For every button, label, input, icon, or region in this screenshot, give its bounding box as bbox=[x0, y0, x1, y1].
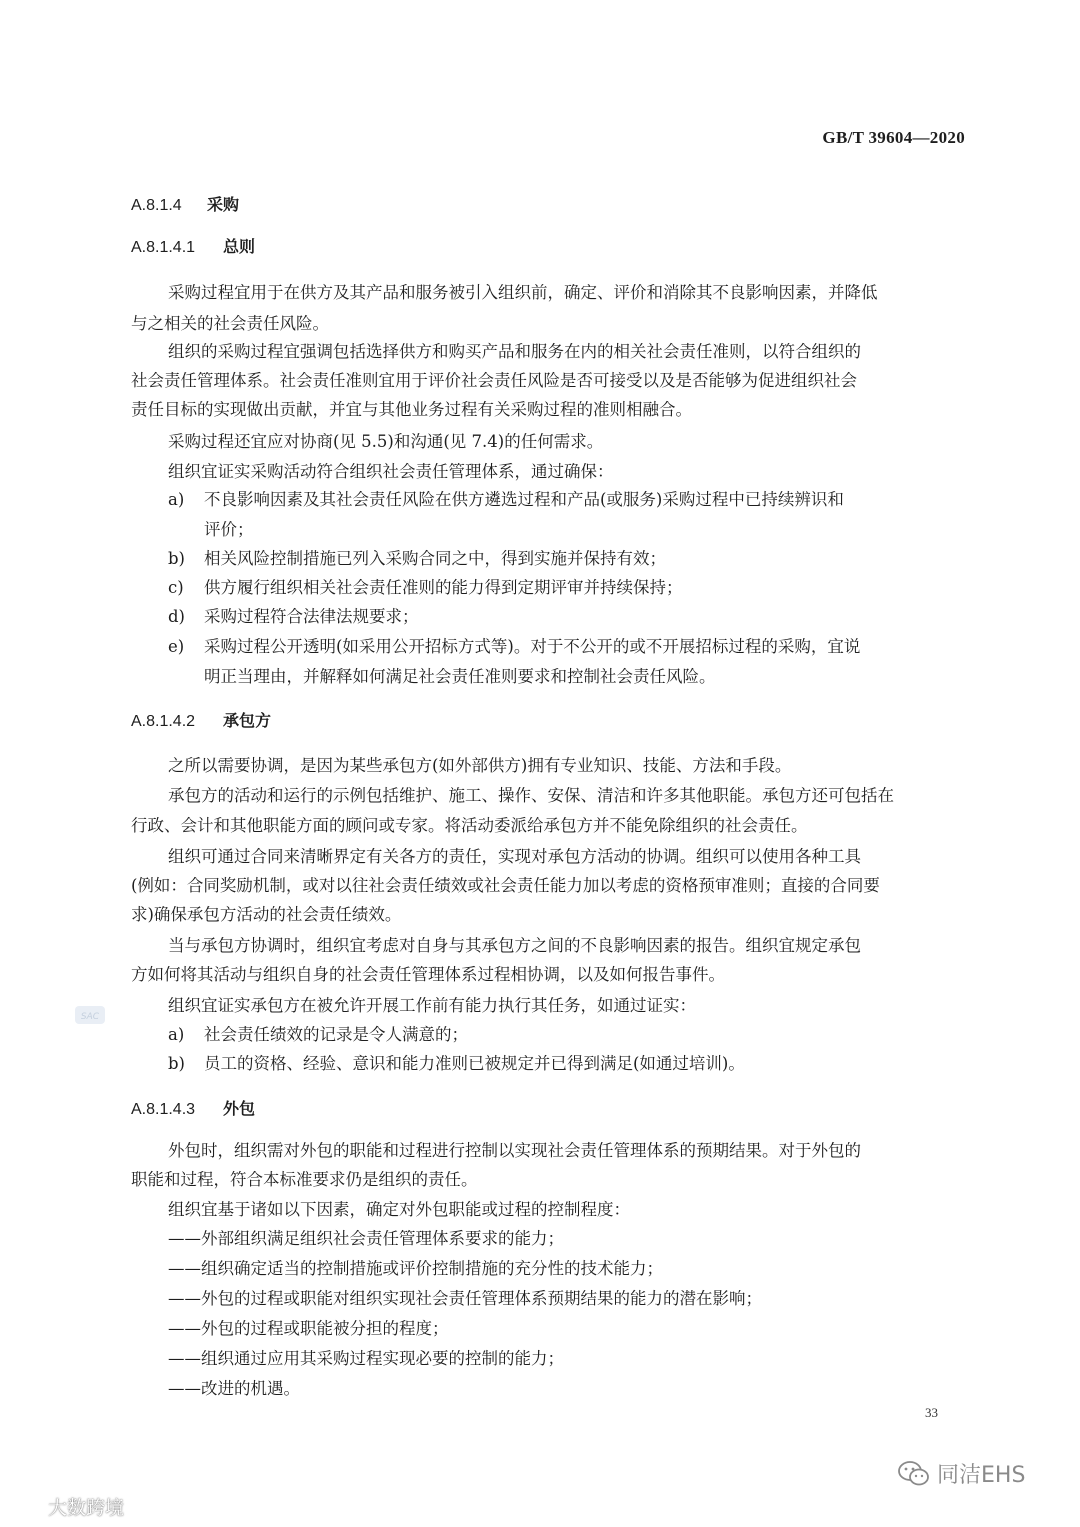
list-item bbox=[131, 548, 666, 570]
section-title: 承包方 bbox=[223, 713, 272, 730]
paragraph-line: 外包时，组织需对外包的职能和过程进行控制以实现社会责任管理体系的预期结果。对于外包的 bbox=[168, 1141, 861, 1160]
list-marker: a) bbox=[168, 1025, 185, 1044]
paragraph-line: 方如何将其活动与组织自身的社会责任管理体系过程相协调，以及如何报告事件。 bbox=[131, 965, 725, 984]
paragraph-line: 组织宜证实采购活动符合组织社会责任管理体系，通过确保： bbox=[168, 462, 614, 481]
list-item-text: 供方履行组织相关社会责任准则的能力得到定期评审并持续保持； bbox=[204, 578, 683, 597]
list-item-text: 相关风险控制措施已列入采购合同之中，得到实施并保持有效； bbox=[204, 549, 666, 568]
left-watermark bbox=[12, 1493, 124, 1520]
paragraph-line: 采购过程还宜应对协商(见 5.5)和沟通(见 7.4)的任何需求。 bbox=[168, 432, 604, 451]
paragraph-line: 采购过程宜用于在供方及其产品和服务被引入组织前，确定、评价和消除其不良影响因素，并降低 bbox=[168, 283, 878, 302]
list-item bbox=[131, 606, 419, 628]
list-marker: a) bbox=[168, 490, 185, 509]
list-item bbox=[131, 1053, 745, 1075]
section-heading-a8-1-4-1 bbox=[131, 237, 255, 259]
paragraph-line: 之所以需要协调，是因为某些承包方(如外部供方)拥有专业知识、技能、方法和手段。 bbox=[168, 756, 792, 775]
paragraph-line: 行政、会计和其他职能方面的顾问或专家。将活动委派给承包方并不能免除组织的社会责任。 bbox=[131, 816, 808, 835]
weibo-logo-icon bbox=[12, 1498, 44, 1516]
list-item-text: 社会责任绩效的记录是令人满意的； bbox=[204, 1025, 468, 1044]
list-marker: b) bbox=[168, 549, 185, 568]
list-item bbox=[131, 636, 860, 658]
paragraph-line: 组织宜基于诸如以下因素，确定对外包职能或过程的控制程度： bbox=[168, 1200, 630, 1219]
paragraph-line: 组织的采购过程宜强调包括选择供方和购买产品和服务在内的相关社会责任准则，以符合组织的 bbox=[168, 342, 861, 361]
list-item-text: 员工的资格、经验、意识和能力准则已被规定并已得到满足(如通过培训)。 bbox=[204, 1054, 745, 1073]
dash-list-item: ——改进的机遇。 bbox=[168, 1379, 300, 1398]
section-number: A.8.1.4.3 bbox=[131, 1101, 196, 1118]
paragraph-line: 责任目标的实现做出贡献，并宜与其他业务过程有关采购过程的准则相融合。 bbox=[131, 400, 692, 419]
dash-list-item: ——外部组织满足组织社会责任管理体系要求的能力； bbox=[168, 1229, 564, 1248]
right-watermark bbox=[897, 1458, 1025, 1489]
list-item-text: 不良影响因素及其社会责任风险在供方遴选过程和产品(或服务)采购过程中已持续辨识和 bbox=[204, 490, 844, 509]
left-watermark-text: 大数跨境 bbox=[48, 1497, 125, 1519]
list-item bbox=[131, 577, 683, 599]
sac-watermark-icon bbox=[74, 1004, 106, 1026]
paragraph-line: 与之相关的社会责任风险。 bbox=[131, 314, 329, 333]
list-marker: c) bbox=[168, 578, 184, 597]
list-item-text: 采购过程符合法律法规要求； bbox=[204, 607, 419, 626]
dash-list-item: ——组织通过应用其采购过程实现必要的控制的能力； bbox=[168, 1349, 564, 1368]
list-item-text: 采购过程公开透明(如采用公开招标方式等)。对于不公开的或不开展招标过程的采购，宜说 bbox=[204, 637, 861, 656]
page-number: 33 bbox=[925, 1405, 938, 1420]
list-item bbox=[131, 489, 844, 511]
list-marker: d) bbox=[168, 607, 185, 626]
paragraph-line: 求)确保承包方活动的社会责任绩效。 bbox=[131, 905, 402, 924]
right-watermark-text: 同洁EHS bbox=[937, 1463, 1026, 1488]
dash-list-item: ——外包的过程或职能被分担的程度； bbox=[168, 1319, 449, 1338]
paragraph-line: 当与承包方协调时，组织宜考虑对自身与其承包方之间的不良影响因素的报告。组织宜规定承包 bbox=[168, 936, 861, 955]
section-title: 外包 bbox=[223, 1101, 256, 1118]
section-title: 采购 bbox=[207, 197, 240, 214]
list-item-continuation: 评价； bbox=[204, 520, 254, 539]
section-heading-a8-1-4-2 bbox=[131, 711, 271, 733]
section-heading-a8-1-4 bbox=[131, 195, 239, 217]
paragraph-line: 社会责任管理体系。社会责任准则宜用于评价社会责任风险是否可接受以及是否能够为促进组织社会 bbox=[131, 371, 857, 390]
list-marker: b) bbox=[168, 1054, 185, 1073]
list-item bbox=[131, 1024, 468, 1046]
list-marker: e) bbox=[168, 637, 185, 656]
paragraph-line: (例如：合同奖励机制，或对以往社会责任绩效或社会责任能力加以考虑的资格预审准则；直接的合同要 bbox=[131, 876, 880, 895]
standard-number: GB/T 39604—2020 bbox=[822, 128, 965, 147]
paragraph-line: 组织宜证实承包方在被允许开展工作前有能力执行其任务，如通过证实： bbox=[168, 996, 696, 1015]
section-heading-a8-1-4-3 bbox=[131, 1099, 255, 1121]
section-number: A.8.1.4 bbox=[131, 197, 182, 214]
wechat-icon bbox=[897, 1459, 931, 1489]
paragraph-line: 承包方的活动和运行的示例包括维护、施工、操作、安保、清洁和许多其他职能。承包方还可包括在 bbox=[168, 786, 894, 805]
section-title: 总则 bbox=[223, 239, 256, 256]
section-number: A.8.1.4.2 bbox=[131, 713, 196, 730]
section-number: A.8.1.4.1 bbox=[131, 239, 196, 256]
dash-list-item: ——组织确定适当的控制措施或评价控制措施的充分性的技术能力； bbox=[168, 1259, 663, 1278]
sac-watermark-text: SAC bbox=[80, 1012, 100, 1022]
paragraph-line: 职能和过程，符合本标准要求仍是组织的责任。 bbox=[131, 1170, 478, 1189]
list-item-continuation: 明正当理由，并解释如何满足社会责任准则要求和控制社会责任风险。 bbox=[204, 667, 716, 686]
dash-list-item: ——外包的过程或职能对组织实现社会责任管理体系预期结果的能力的潜在影响； bbox=[168, 1289, 762, 1308]
paragraph-line: 组织可通过合同来清晰界定有关各方的责任，实现对承包方活动的协调。组织可以使用各种工具 bbox=[168, 847, 861, 866]
